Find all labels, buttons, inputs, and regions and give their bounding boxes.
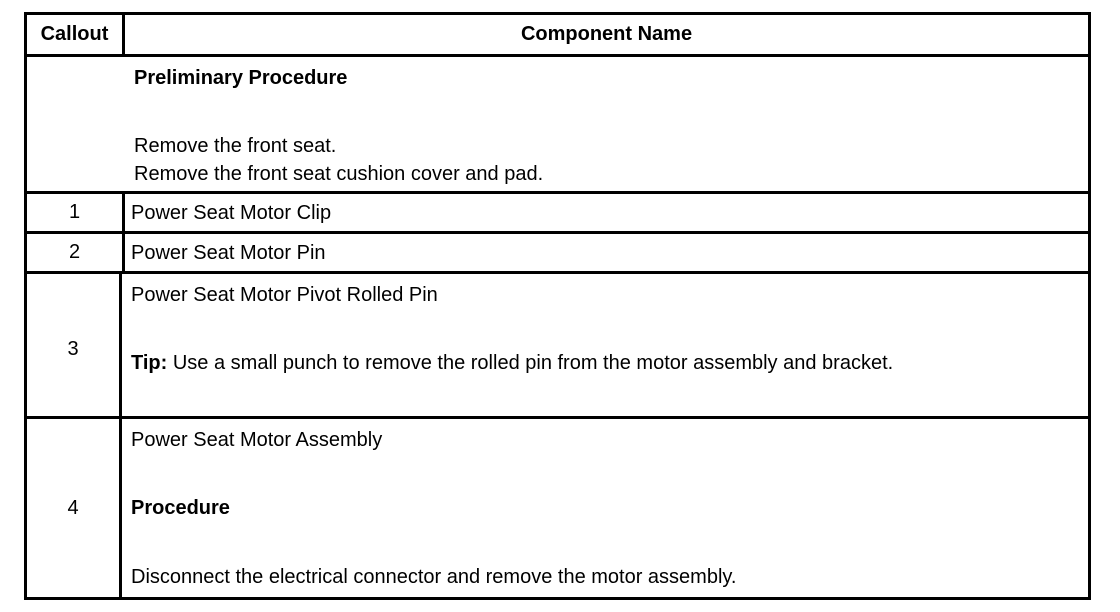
tip-label: Tip: [131,352,168,374]
callout-number: 2 [27,234,125,271]
header-row [27,15,1088,57]
table-row [27,419,1088,597]
component-name: Power Seat Motor Pivot Rolled Pin [131,284,438,306]
preliminary-step: Remove the front seat. [134,135,337,157]
header-callout: Callout [27,15,125,54]
table-row [27,194,1088,234]
preliminary-cell [125,57,1088,191]
callout-number: 1 [27,194,125,231]
preliminary-row [27,57,1088,194]
preliminary-step: Remove the front seat cushion cover and pad. [134,163,544,185]
tip-text: Use a small punch to remove the rolled pin from the motor assembly and bracket. [167,352,894,374]
table-row [27,274,1088,419]
component-table [24,12,1091,600]
procedure-label: Procedure [131,497,230,519]
header-component-name: Component Name [520,23,693,45]
component-name: Power Seat Motor Clip [131,202,332,224]
procedure-text: Disconnect the electrical connector and remove the motor assembly. [131,566,737,588]
table-row [27,234,1088,274]
component-name: Power Seat Motor Pin [131,242,326,264]
preliminary-title: Preliminary Procedure [134,67,348,89]
callout-number: 4 [27,419,122,597]
callout-number: 3 [27,274,122,416]
component-name: Power Seat Motor Assembly [131,429,383,451]
